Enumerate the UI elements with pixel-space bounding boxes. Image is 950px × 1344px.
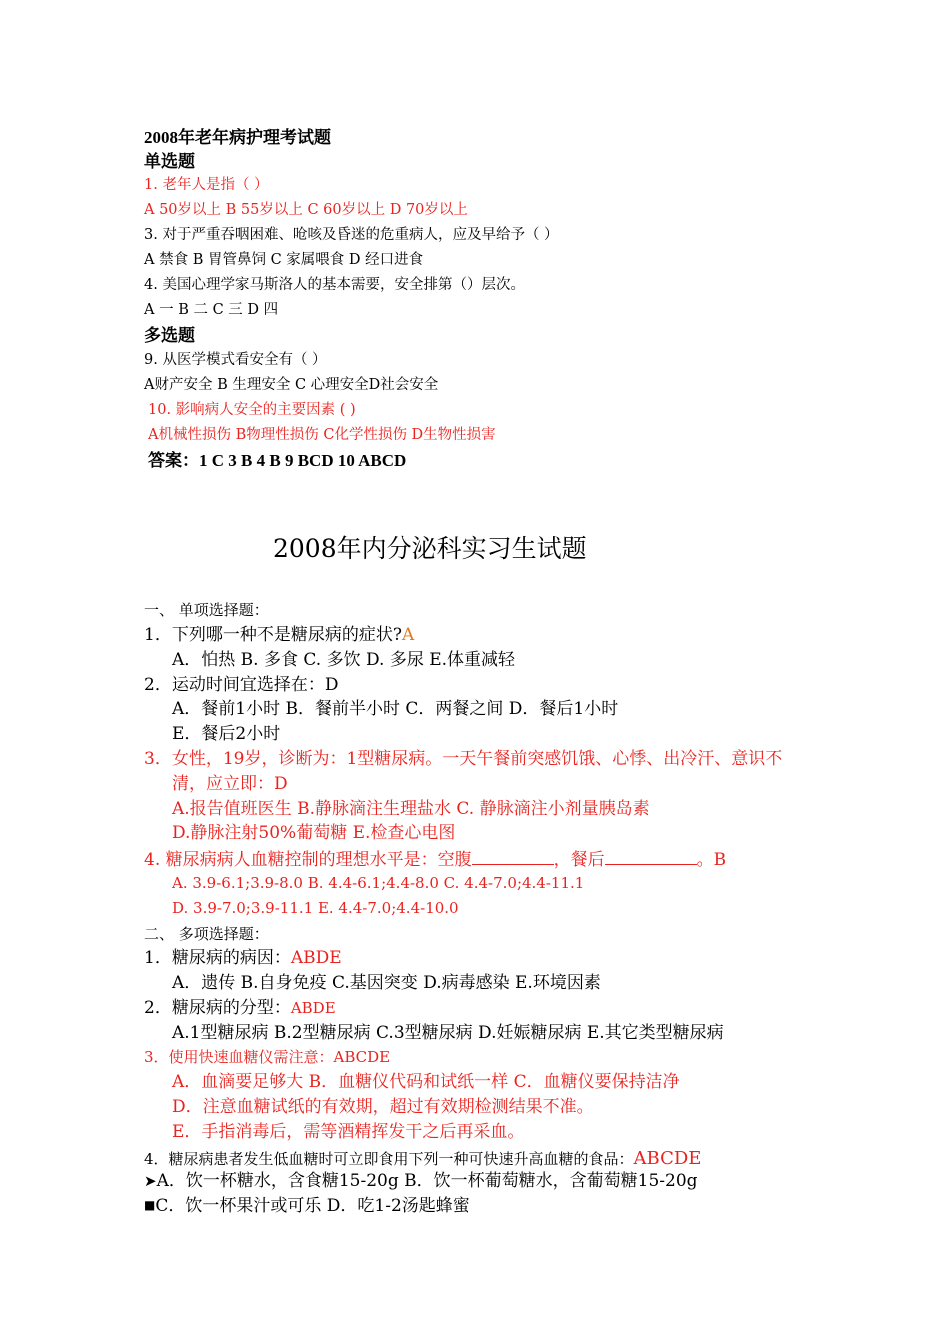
mq1-text: 1．糖尿病的病因： (144, 948, 291, 968)
mq4-text: 4．糖尿病患者发生低血糖时可立即食用下列一种可快速升高血糖的食品： (144, 1150, 634, 1168)
mq4-options-cd-text: C．饮一杯果汁或可乐 D．吃1-2汤匙蜂蜜 (155, 1196, 470, 1216)
sq2-options-2: E．餐后2小时 (172, 724, 281, 744)
mq4-answer: ABCDE (633, 1148, 702, 1169)
mq1 (144, 950, 342, 967)
sq2: 2．运动时间宜选择在：D (144, 675, 339, 695)
mq2-answer: ABDE (290, 999, 336, 1017)
mq1-answer: ABDE (290, 948, 342, 968)
sq4 (144, 850, 726, 869)
fasting-blank (472, 850, 554, 865)
mq3-option-d: D．注意血糖试纸的有效期，超过有效期检测结果不准。 (172, 1097, 594, 1117)
sq1-answer: A (401, 625, 415, 645)
question-1: 1. 老年人是指（ ） (144, 177, 269, 193)
question-3-options: A 禁食 B 胃管鼻饲 C 家属喂食 D 经口进食 (144, 252, 424, 268)
mq4-options-cd (144, 1198, 470, 1215)
exam-title-geriatric: 2008年老年病护理考试题 (144, 128, 331, 147)
mq4 (144, 1150, 701, 1168)
question-4-options: A 一 B 二 C 三 D 四 (144, 302, 279, 318)
question-10: 10. 影响病人安全的主要因素 ( ) (148, 402, 356, 418)
sq3-options-1: A.报告值班医生 B.静脉滴注生理盐水 C. 静脉滴注小剂量胰岛素 (172, 799, 650, 819)
sq1-options: A．怕热 B. 多食 C. 多饮 D. 多尿 E.体重减轻 (172, 650, 516, 670)
sq4-text-a: 4. 糖尿病病人血糖控制的理想水平是：空腹 (144, 850, 472, 870)
sq3-options-2: D.静脉注射50%葡萄糖 E.检查心电图 (172, 823, 456, 843)
part1-heading: 一、 单项选择题： (144, 601, 269, 619)
sq4-options-2: D. 3.9-7.0;3.9-11.1 E. 4.4-7.0;4.4-10.0 (172, 899, 459, 917)
single-choice-heading: 单选题 (144, 152, 195, 171)
question-1-options: A 50岁以上 B 55岁以上 C 60岁以上 D 70岁以上 (144, 202, 468, 218)
part2-heading: 二、 多项选择题： (144, 925, 269, 943)
mq4-options-ab (144, 1173, 698, 1190)
question-3: 3. 对于严重吞咽困难、呛咳及昏迷的危重病人，应及早给予（ ） (144, 227, 559, 243)
sq4-text-b: ，餐后 (553, 850, 605, 870)
sq4-text-c: 。B (696, 850, 727, 870)
question-9: 9. 从医学模式看安全有（ ） (144, 352, 327, 368)
mq1-options: A．遗传 B.自身免疫 C.基因突变 D.病毒感染 E.环境因素 (172, 973, 601, 993)
multi-choice-heading: 多选题 (144, 326, 195, 345)
question-10-options: A机械性损伤 B物理性损伤 C化学性损伤 D生物性损害 (148, 427, 496, 443)
question-4: 4. 美国心理学家马斯洛人的基本需要，安全排第（）层次。 (144, 277, 525, 293)
sq3-line-2: 清，应立即：D (172, 774, 288, 794)
arrow-bullet-icon: ➤ (144, 1172, 157, 1190)
answer-key: 答案：1 C 3 B 4 B 9 BCD 10 ABCD (148, 451, 407, 470)
question-9-options: A财产安全 B 生理安全 C 心理安全D社会安全 (144, 377, 439, 393)
mq3: 3．使用快速血糖仪需注意：ABCDE (144, 1048, 391, 1066)
mq2 (144, 1000, 336, 1017)
mq3-option-abc: A．血滴要足够大 B．血糖仪代码和试纸一样 C．血糖仪要保持洁净 (172, 1072, 680, 1092)
mq4-options-ab-text: A．饮一杯糖水，含食糖15-20g B．饮一杯葡萄糖水，含葡萄糖15-20g (156, 1171, 698, 1191)
mq2-options: A.1型糖尿病 B.2型糖尿病 C.3型糖尿病 D.妊娠糖尿病 E.其它类型糖尿病 (172, 1023, 724, 1043)
mq2-text: 2．糖尿病的分型： (144, 998, 291, 1018)
sq3-line-1: 3．女性，19岁，诊断为：1型糖尿病。一天午餐前突感饥饿、心悸、出冷汗、意识不 (144, 749, 783, 769)
exam-title-endocrine: 2008年内分泌科实习生试题 (273, 534, 587, 563)
sq1 (144, 627, 414, 644)
sq4-options-1: A. 3.9-6.1;3.9-8.0 B. 4.4-6.1;4.4-8.0 C. 4.4-7.0;4.4-11.1 (172, 874, 585, 892)
mq3-option-e: E．手指消毒后，需等酒精挥发干之后再采血。 (172, 1122, 525, 1142)
sq2-options-1: A．餐前1小时 B．餐前半小时 C．两餐之间 D．餐后1小时 (172, 699, 619, 719)
sq1-text: 1．下列哪一种不是糖尿病的症状? (144, 625, 402, 645)
postprandial-blank (605, 850, 697, 865)
square-bullet-icon: ■ (144, 1198, 156, 1212)
